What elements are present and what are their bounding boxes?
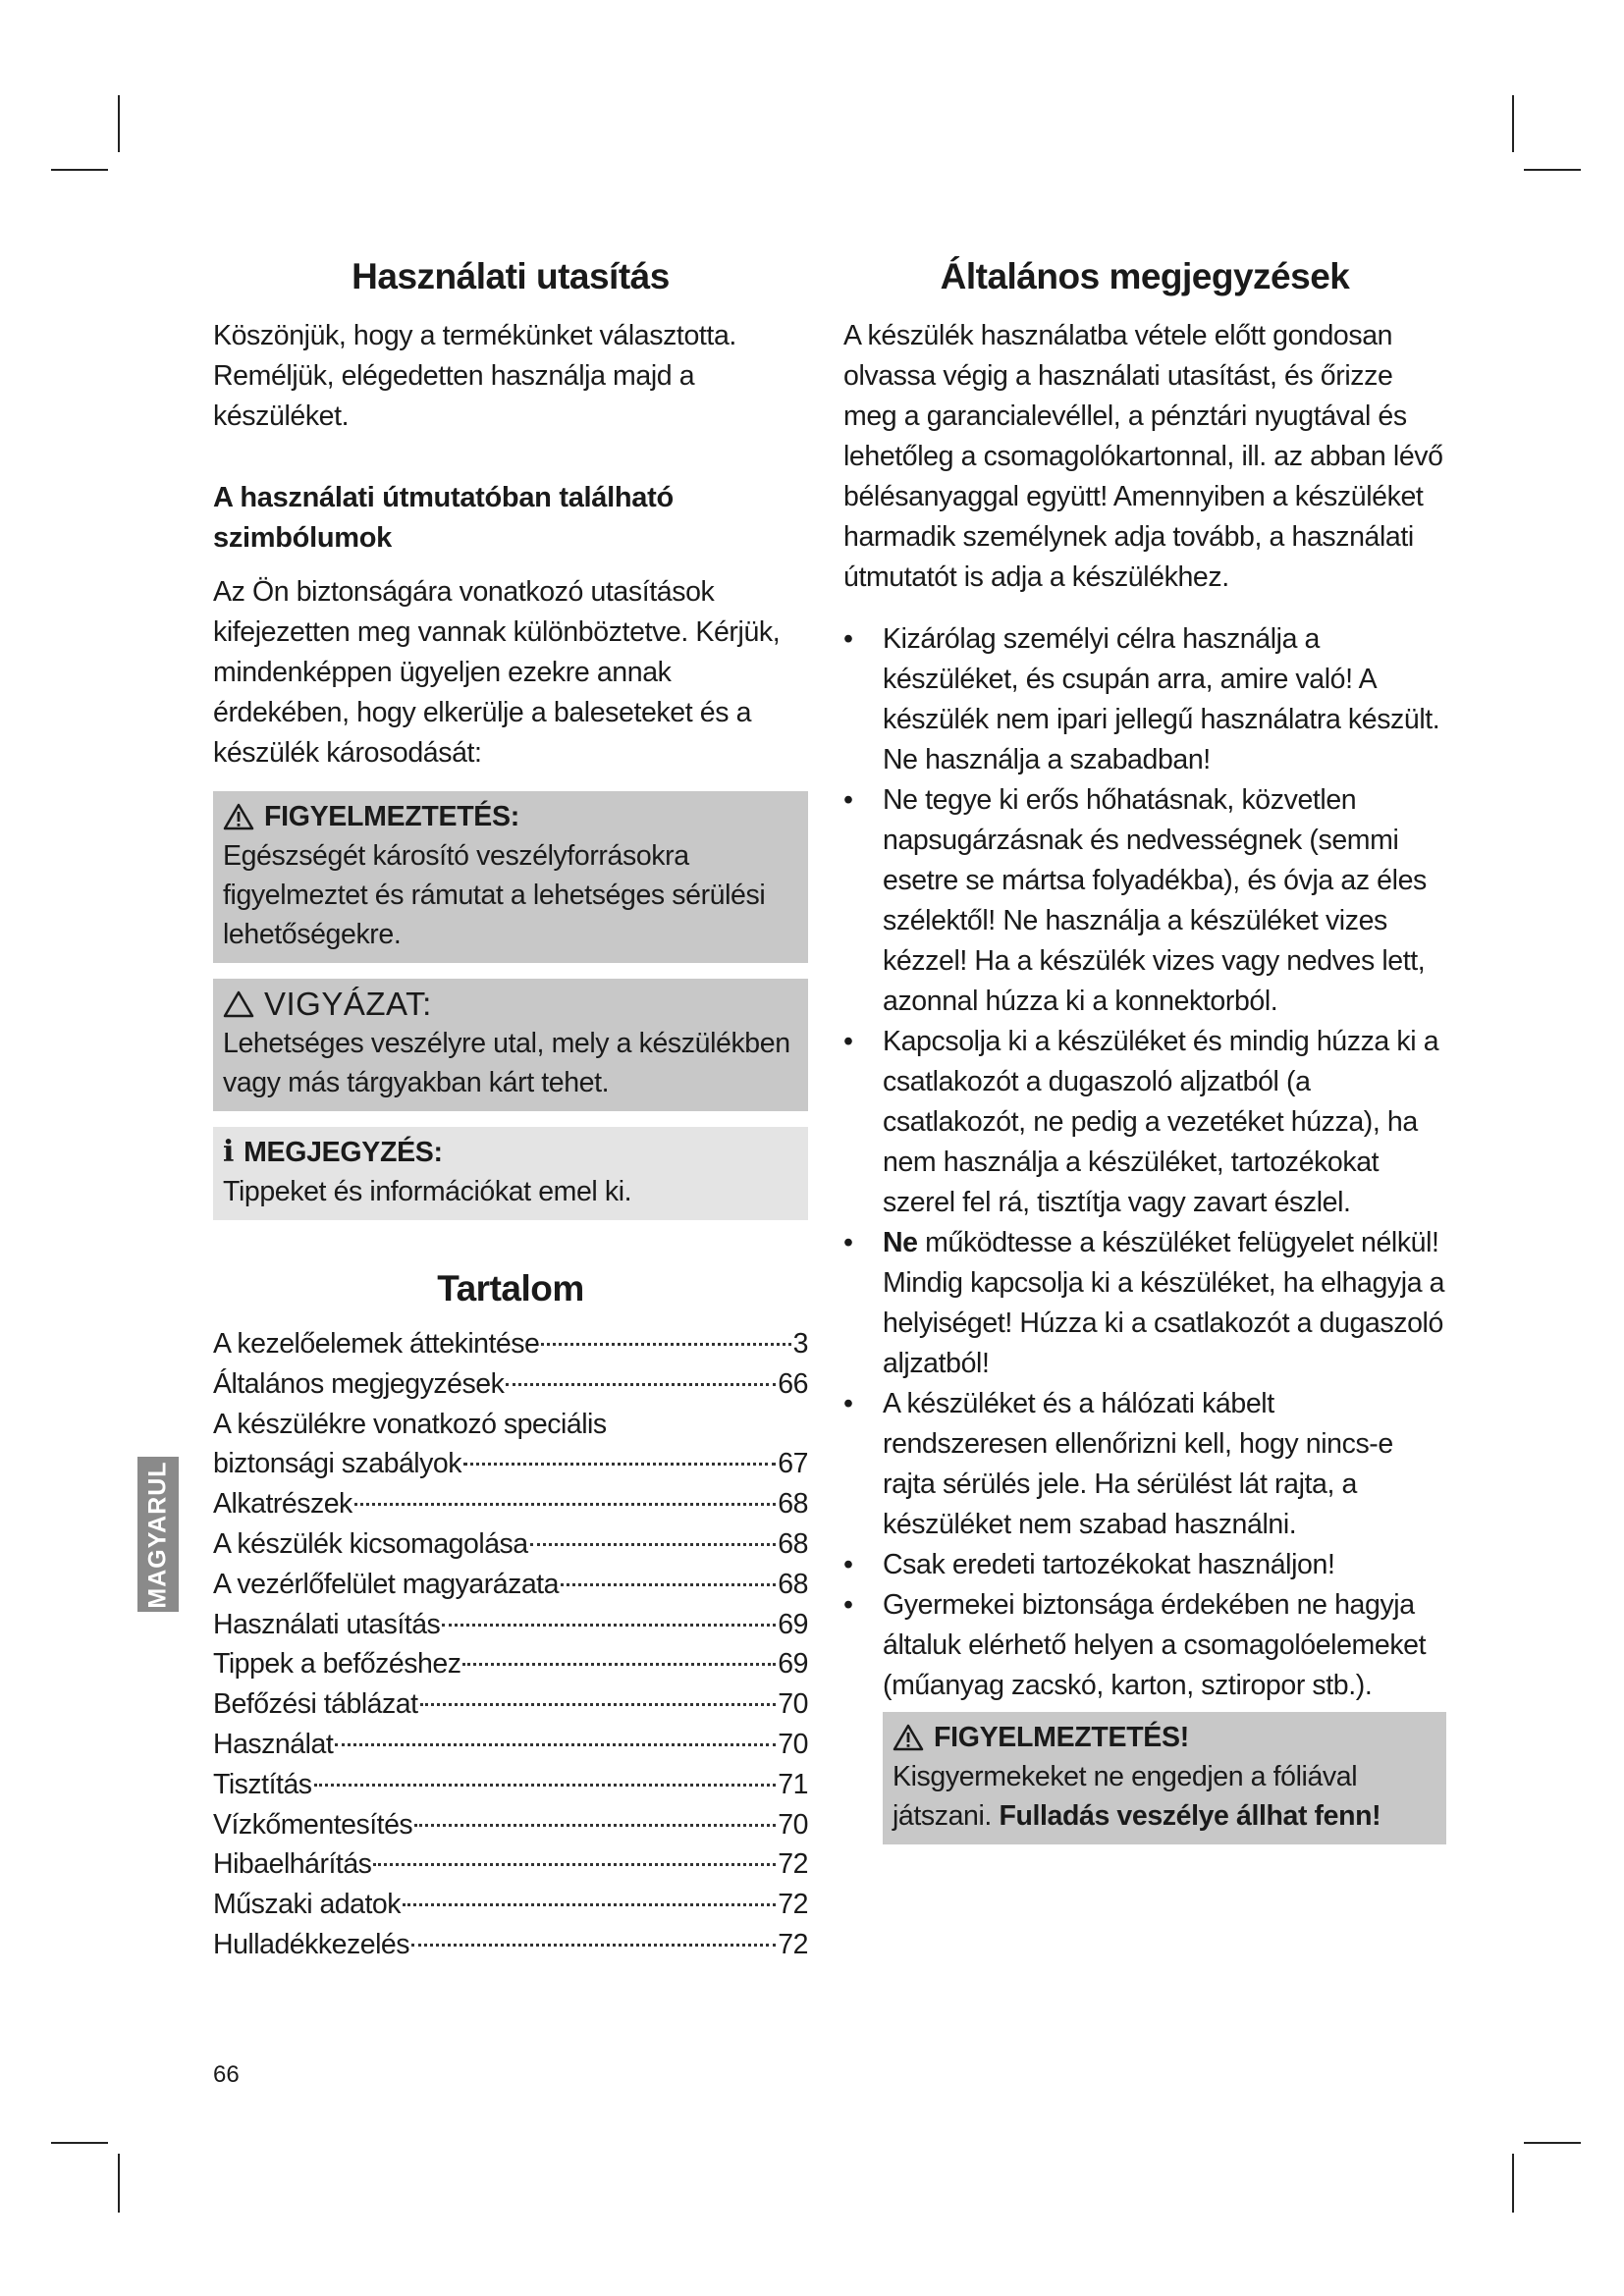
toc-entry[interactable]: Általános megjegyzések 66 [213, 1367, 808, 1400]
note-box [213, 1127, 808, 1220]
toc-entry[interactable]: Tisztítás 71 [213, 1768, 808, 1800]
list-item: • Ne tegye ki erős hőhatásnak, közvetlen napsugárzásnak és nedvességnek (semmi esetre se mártsa folyadékba), és óvja az éles szélektől! Ne használja a készüléket vizes kézzel! Ha a készülék vizes vagy nedves lett, azonnal húzza ki a konnektorból. [843, 784, 1427, 1017]
toc-entry[interactable]: A kezelőelemek áttekintése 3 [213, 1328, 808, 1360]
crop-mark [1512, 95, 1514, 152]
table-of-contents [213, 1324, 808, 1965]
language-tab-label: MAGYARUL [143, 1460, 172, 1609]
toc-entry[interactable]: Alkatrészek 68 [213, 1488, 808, 1521]
toc-entry[interactable]: Hibaelhárítás 72 [213, 1848, 808, 1881]
toc-entry[interactable]: Tippek a befőzéshez 69 [213, 1648, 808, 1681]
section-title: Általános megjegyzések [940, 256, 1350, 296]
toc-entry[interactable]: Vízkőmentesítés 70 [213, 1808, 808, 1841]
toc-entry[interactable]: Használati utasítás 69 [213, 1608, 808, 1640]
note-text: Tippeket és információkat emel ki. [223, 1176, 632, 1207]
symbols-heading: A használati útmutatóban található szimbólumok [213, 482, 674, 554]
child-warning-text: Kisgyermekeket ne engedjen a fóliával játszani. Fulladás veszélye állhat fenn! [893, 1761, 1381, 1832]
list-item: • Kizárólag személyi célra használja a készüléket, és csupán arra, amire való! A készülék nem ipari jellegű használatra készült. Ne használja a szabadban! [843, 623, 1440, 775]
page-number: 66 [213, 2061, 240, 2088]
list-item: • A készüléket és a hálózati kábelt rendszeresen ellenőrizni kell, hogy nincs-e rajta sérülés jele. Ha sérülést lát rajta, a készüléket nem szabad használni. [843, 1388, 1393, 1540]
warning-triangle-icon [893, 1724, 924, 1751]
safety-list [843, 619, 1446, 1706]
toc-title: Tartalom [437, 1268, 584, 1308]
language-tab [137, 1457, 179, 1612]
caution-box [213, 979, 808, 1111]
warning-title: FIGYELMEZTETÉS: [264, 801, 519, 832]
toc-entry[interactable]: Befőzési táblázat 70 [213, 1688, 808, 1721]
toc-entry[interactable]: A készülékre vonatkozó speciális [213, 1408, 607, 1440]
caution-text: Lehetséges veszélyre utal, mely a készülékben vagy más tárgyakban kárt tehet. [223, 1028, 790, 1098]
info-icon: i [223, 1135, 235, 1169]
list-item: • Kapcsolja ki a készüléket és mindig húzza ki a csatlakozót a dugaszoló aljzatból (a csatlakozót, ne pedig a vezetéket húzza), ha nem használja a készüléket, tartozékokat szerel fel rá, tisztítja vagy zavart észlel. [843, 1026, 1439, 1218]
caution-triangle-icon [223, 990, 254, 1018]
list-item: • Ne működtesse a készüléket felügyelet nélkül! Mindig kapcsolja ki a készüléket, ha elhagyja a helyiséget! Húzza ki a csatlakozót a dugaszoló aljzatból! [843, 1227, 1445, 1379]
crop-mark [118, 2154, 120, 2213]
intro-text: Köszönjük, hogy a termékünket választotta. Reméljük, elégedetten használja majd a készüléket. [213, 320, 736, 432]
right-column [843, 253, 1446, 1844]
crop-mark [1524, 169, 1581, 171]
crop-mark [1512, 2154, 1514, 2213]
list-item: • Gyermekei biztonsága érdekében ne hagyja általuk elérhető helyen a csomagolóelemeket (műanyag zacskó, karton, sztiropor stb.). [843, 1589, 1427, 1701]
general-intro: A készülék használatba vétele előtt gondosan olvassa végig a használati utasítást, és őrizze meg a garancialevéllel, a pénztári nyugtával és lehetőleg a csomagolókartonnal, ill. az abban lévő bélésanyaggal együtt! Amennyiben a készüléket harmadik személynek adja tovább, a használati útmutatót is adja a készülékhez. [843, 320, 1443, 593]
toc-entry[interactable]: Használat 70 [213, 1728, 808, 1760]
page-title: Használati utasítás [352, 256, 670, 296]
warning-text: Egészségét károsító veszélyforrásokra figyelmeztet és rámutat a lehetséges sérülési lehetőségekre. [223, 840, 766, 950]
crop-mark [1524, 2142, 1581, 2144]
toc-entry[interactable]: Műszaki adatok 72 [213, 1889, 808, 1921]
note-title: MEGJEGYZÉS: [244, 1137, 443, 1168]
warning-triangle-icon [223, 803, 254, 830]
crop-mark [51, 169, 108, 171]
child-warning-title: FIGYELMEZTETÉS! [934, 1722, 1189, 1753]
crop-mark [51, 2142, 108, 2144]
warning-box [213, 791, 808, 963]
toc-entry[interactable]: biztonsági szabályok 67 [213, 1448, 808, 1480]
caution-title: VIGYÁZAT: [264, 986, 432, 1022]
toc-entry[interactable]: A készülék kicsomagolása 68 [213, 1527, 808, 1560]
left-column [213, 253, 808, 1965]
list-item: • Csak eredeti tartozékokat használjon! [843, 1549, 1335, 1580]
child-warning-box [883, 1712, 1446, 1844]
symbols-text: Az Ön biztonságára vonatkozó utasítások kifejezetten meg vannak különböztetve. Kérjük, mindenképpen ügyeljen ezekre annak érdekében, hogy elkerülje a baleseteket és a készülék károsodását: [213, 576, 781, 769]
crop-mark [118, 95, 120, 152]
toc-entry[interactable]: A vezérlőfelület magyarázata 68 [213, 1568, 808, 1600]
toc-entry[interactable]: Hulladékkezelés 72 [213, 1928, 808, 1960]
